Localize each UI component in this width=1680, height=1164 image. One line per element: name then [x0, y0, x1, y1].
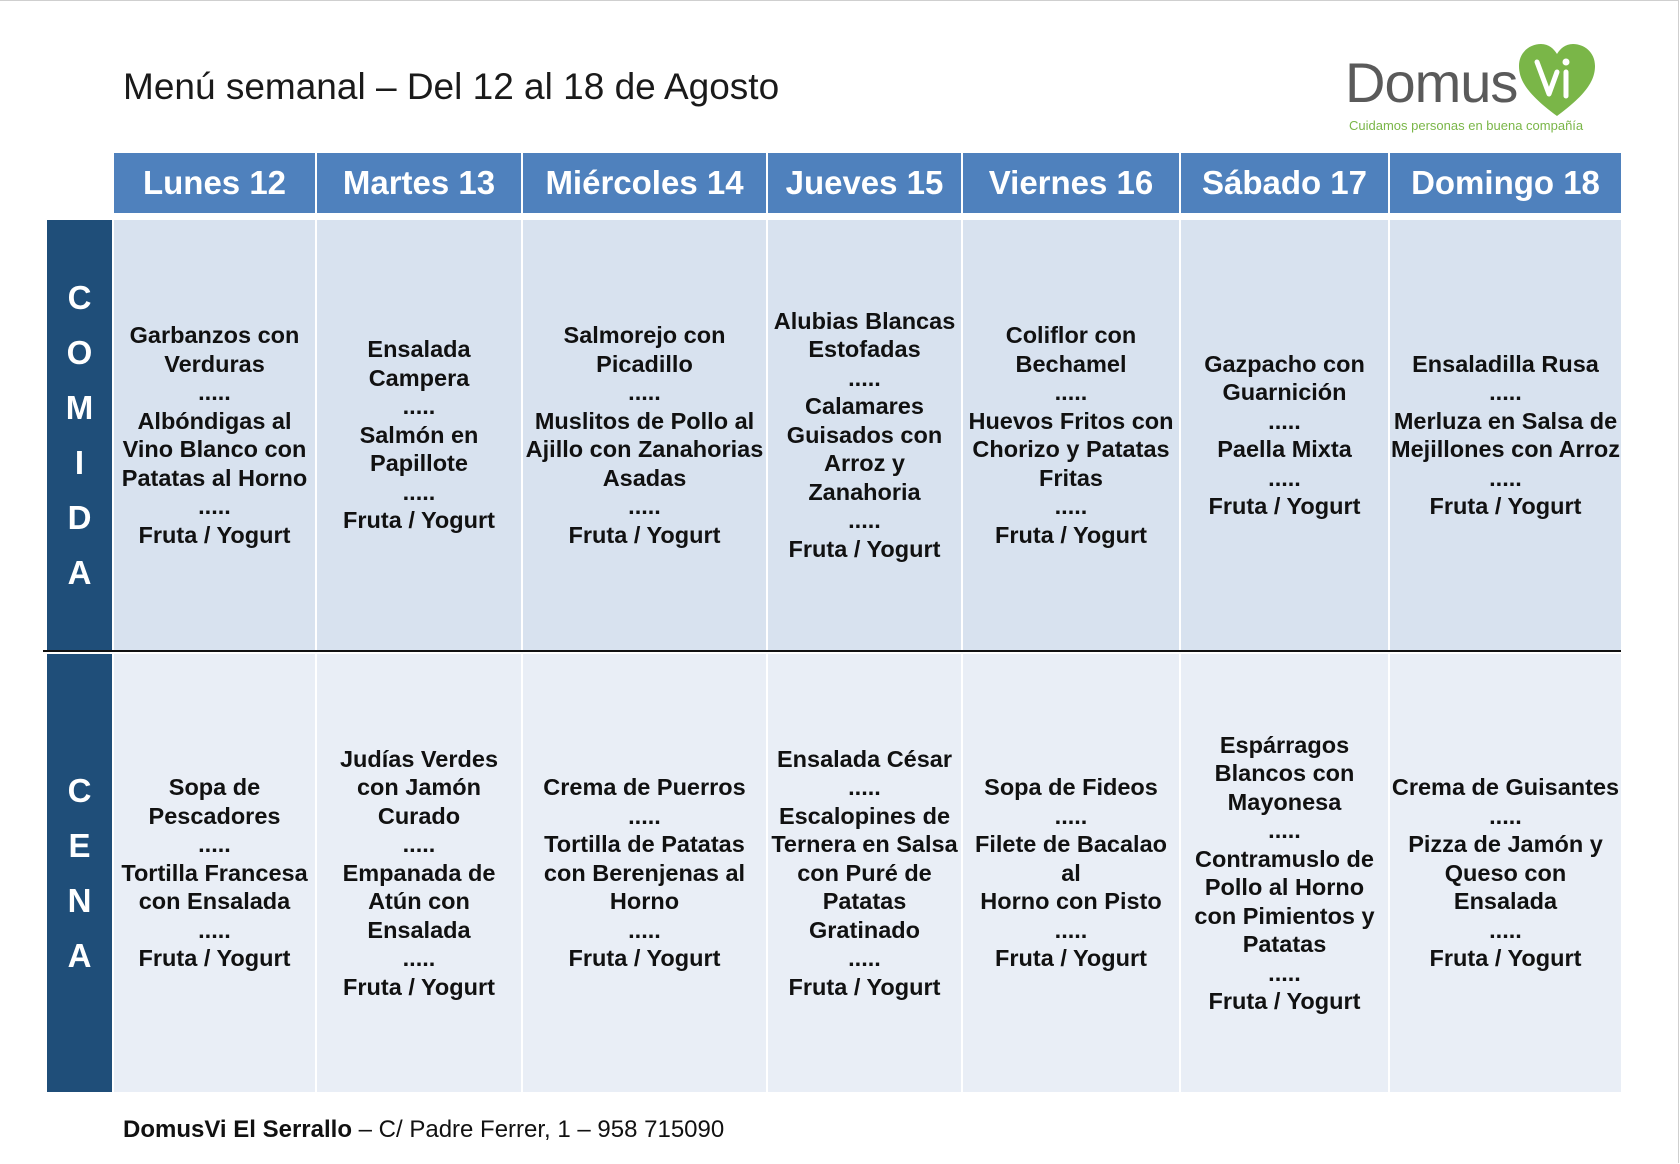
section-label-comida	[47, 220, 112, 650]
day-header-martes: Martes 13	[317, 153, 521, 213]
day-header-jueves: Jueves 15	[768, 153, 961, 213]
domusvi-logo	[1345, 42, 1605, 137]
cena-cell-viernes: Sopa de Fideos ..... Filete de Bacalao al Horno con Pisto ..... Fruta / Yogurt	[963, 654, 1179, 1092]
comida-cell-miercoles: Salmorejo con Picadillo ..... Muslitos de Pollo al Ajillo con Zanahorias Asadas ..... Fruta / Yogurt	[523, 220, 766, 650]
comida-cell-martes: Ensalada Campera ..... Salmón en Papillote ..... Fruta / Yogurt	[317, 220, 521, 650]
cena-cell-lunes: Sopa de Pescadores ..... Tortilla Francesa con Ensalada ..... Fruta / Yogurt	[114, 654, 315, 1092]
cena-cell-sabado: Espárragos Blancos con Mayonesa ..... Contramuslo de Pollo al Horno con Pimientos y Patatas ..... Fruta / Yogurt	[1181, 654, 1388, 1092]
section-letter: A	[67, 554, 92, 591]
comida-cell-lunes: Garbanzos con Verduras ..... Albóndigas al Vino Blanco con Patatas al Horno ..... Fruta / Yogurt	[114, 220, 315, 650]
cena-cell-domingo: Crema de Guisantes ..... Pizza de Jamón y Queso con Ensalada ..... Fruta / Yogurt	[1390, 654, 1621, 1092]
footer-contact: – C/ Padre Ferrer, 1 – 958 715090	[351, 1116, 725, 1143]
section-letter: I	[74, 444, 85, 481]
section-letter: E	[68, 827, 91, 864]
cena-cell-miercoles: Crema de Puerros ..... Tortilla de Patatas con Berenjenas al Horno ..... Fruta / Yogurt	[523, 654, 766, 1092]
day-header-miercoles: Miércoles 14	[523, 153, 766, 213]
page-title: Menú semanal – Del 12 al 18 de Agosto	[123, 66, 780, 107]
section-label-cena	[47, 654, 112, 1092]
comida-cell-viernes: Coliflor con Bechamel ..... Huevos Fritos con Chorizo y Patatas Fritas ..... Fruta / Yogurt	[963, 220, 1179, 650]
comida-cell-sabado: Gazpacho con Guarnición ..... Paella Mixta ..... Fruta / Yogurt	[1181, 220, 1388, 650]
logo-tagline: Cuidamos personas en buena compañía	[1349, 118, 1584, 133]
comida-cell-domingo: Ensaladilla Rusa ..... Merluza en Salsa de Mejillones con Arroz ..... Fruta / Yogurt	[1390, 220, 1621, 650]
row-divider	[43, 650, 1621, 652]
cena-cell-martes: Judías Verdes con Jamón Curado ..... Empanada de Atún con Ensalada ..... Fruta / Yogurt	[317, 654, 521, 1092]
cena-cell-jueves: Ensalada César ..... Escalopines de Ternera en Salsa con Puré de Patatas Gratinado ..... Fruta / Yogurt	[768, 654, 961, 1092]
heart-vi-icon	[1517, 42, 1597, 118]
comida-cell-jueves: Alubias Blancas Estofadas ..... Calamares Guisados con Arroz y Zanahoria ..... Fruta / Yogurt	[768, 220, 961, 650]
section-letter: C	[67, 279, 92, 316]
day-header-domingo: Domingo 18	[1390, 153, 1621, 213]
day-header-viernes: Viernes 16	[963, 153, 1179, 213]
logo-word: Domus	[1345, 51, 1518, 114]
footer-name: DomusVi El Serrallo	[123, 1116, 352, 1143]
footer-address	[123, 1116, 724, 1144]
day-header-lunes: Lunes 12	[114, 153, 315, 213]
section-letter: O	[66, 334, 93, 371]
section-letter: A	[67, 937, 92, 974]
section-letter: N	[67, 882, 92, 919]
day-header-sabado: Sábado 17	[1181, 153, 1388, 213]
section-letter: C	[67, 772, 92, 809]
section-letter: M	[65, 389, 94, 426]
section-letter: D	[67, 499, 92, 536]
